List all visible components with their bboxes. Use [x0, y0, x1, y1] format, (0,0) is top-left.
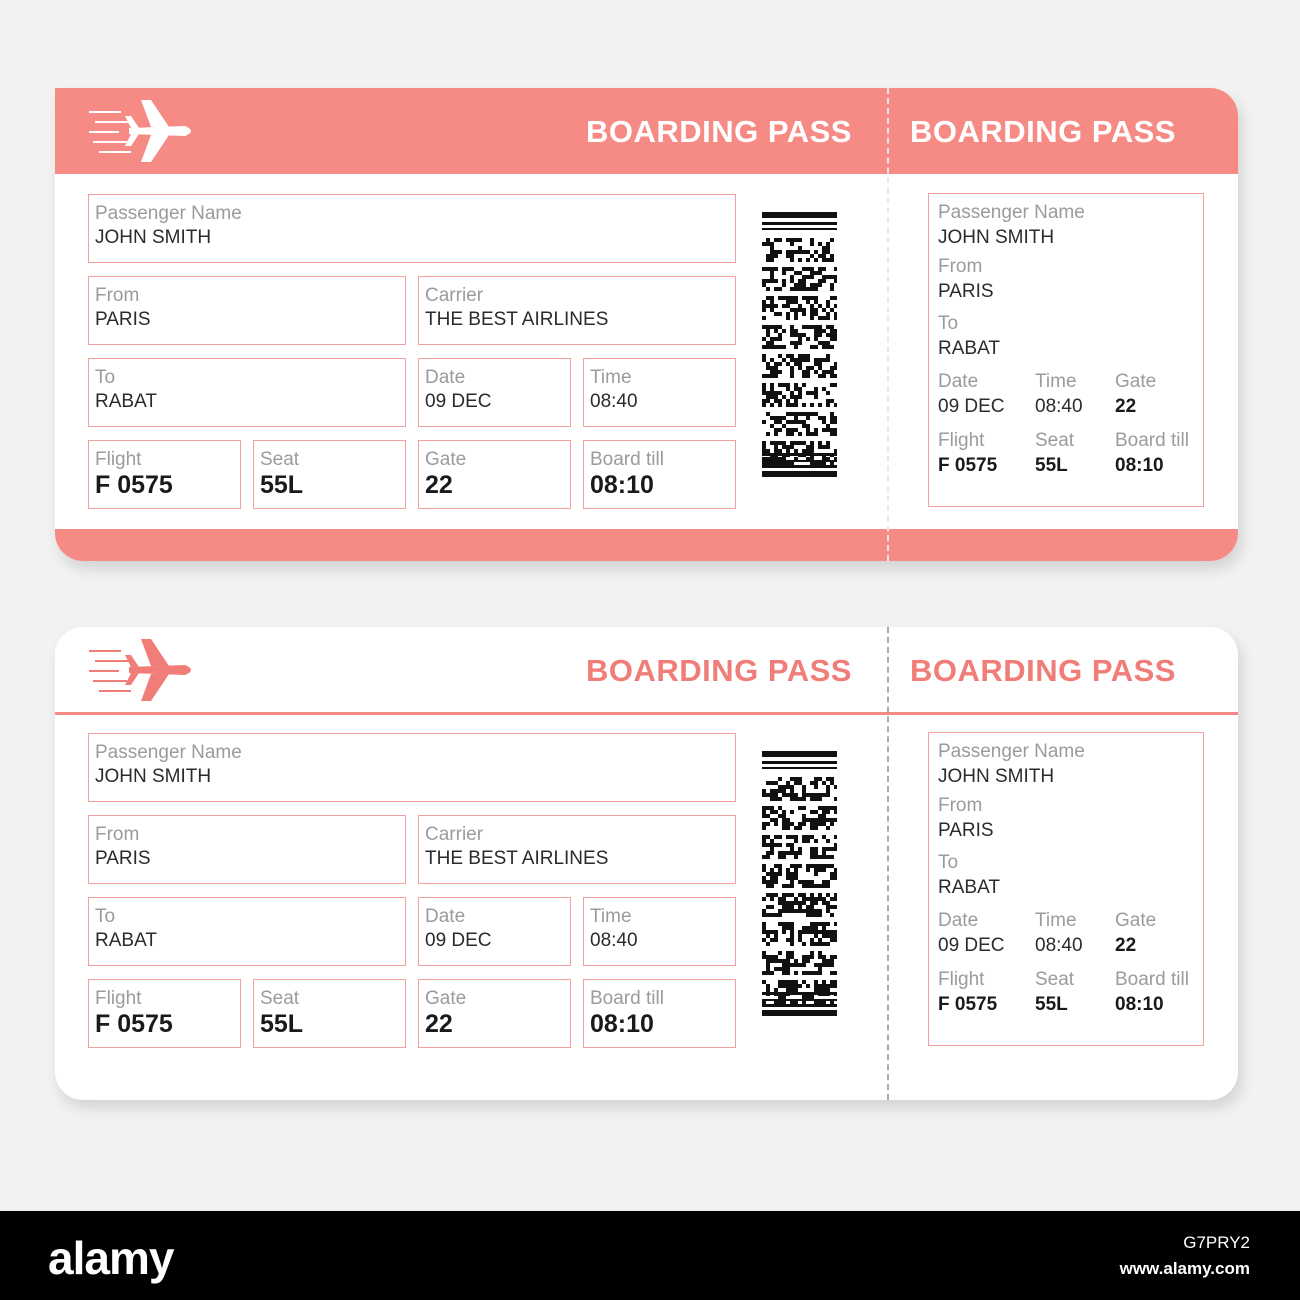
- stub-date: Date 09 DEC: [938, 371, 1005, 417]
- airplane-icon: [89, 98, 199, 164]
- stub-title: BOARDING PASS: [909, 114, 1176, 149]
- field-value: F 0575: [95, 1010, 173, 1038]
- field-value: PARIS: [95, 309, 151, 330]
- field-label: Carrier: [425, 285, 484, 306]
- field-label: Gate: [425, 988, 467, 1009]
- passenger-name-field: [88, 194, 736, 263]
- field-value: 08:40: [590, 930, 638, 951]
- stub-board-till: Board till 08:10: [1115, 430, 1189, 476]
- stub-gate: Gate 22: [1115, 371, 1157, 417]
- from-field: [88, 815, 406, 884]
- field-value: 22: [425, 471, 453, 499]
- alamy-logo: alamy: [48, 1232, 174, 1284]
- field-label: Seat: [260, 988, 300, 1009]
- field-value: 08:10: [590, 471, 654, 499]
- stub-details: [928, 193, 1204, 507]
- field-value: 08:10: [590, 1010, 654, 1038]
- field-label: Passenger Name: [95, 203, 242, 224]
- barcode-icon: [762, 212, 837, 477]
- tear-line: [887, 627, 889, 1100]
- field-value: 09 DEC: [425, 391, 492, 412]
- stub-flight: Flight F 0575: [938, 969, 998, 1015]
- time-field: [583, 358, 736, 427]
- board-till-field: [583, 979, 736, 1048]
- stub-seat: Seat 55L: [1035, 430, 1075, 476]
- ticket-title: BOARDING PASS: [585, 653, 852, 688]
- field-value: THE BEST AIRLINES: [425, 309, 609, 330]
- field-value: THE BEST AIRLINES: [425, 848, 609, 869]
- gate-field: [418, 979, 571, 1048]
- field-label: Passenger Name: [95, 742, 242, 763]
- stub-gate: Gate 22: [1115, 910, 1157, 956]
- image-code: G7PRY2: [1183, 1233, 1250, 1252]
- field-label: To: [95, 906, 116, 927]
- field-label: From: [95, 824, 140, 845]
- seat-field: [253, 979, 406, 1048]
- seat-field: [253, 440, 406, 509]
- field-label: Carrier: [425, 824, 484, 845]
- stub-title: BOARDING PASS: [909, 653, 1176, 688]
- boarding-pass-ticket-white-header: [55, 627, 1238, 1100]
- field-label: Date: [425, 367, 466, 388]
- field-label: Date: [425, 906, 466, 927]
- barcode-icon: [762, 751, 837, 1016]
- stub-time: Time 08:40: [1035, 371, 1083, 417]
- field-value: 09 DEC: [425, 930, 492, 951]
- field-value: RABAT: [95, 391, 157, 412]
- stub-to: To RABAT: [938, 313, 1000, 359]
- stub-passenger: Passenger Name JOHN SMITH: [938, 202, 1085, 248]
- field-label: Flight: [95, 988, 142, 1009]
- passenger-name-field: [88, 733, 736, 802]
- field-value: JOHN SMITH: [95, 227, 212, 248]
- gate-field: [418, 440, 571, 509]
- field-value: RABAT: [95, 930, 157, 951]
- field-value: F 0575: [95, 471, 173, 499]
- stub-from: From PARIS: [938, 256, 994, 302]
- field-value: 22: [425, 1010, 453, 1038]
- stock-footer-bar: [0, 1211, 1300, 1300]
- stub-date: Date 09 DEC: [938, 910, 1005, 956]
- carrier-field: [418, 815, 736, 884]
- field-value: JOHN SMITH: [95, 766, 212, 787]
- field-label: Flight: [95, 449, 142, 470]
- ticket-header-line: [55, 712, 1238, 715]
- boarding-pass-ticket-filled-header: [55, 88, 1238, 561]
- airplane-icon: [89, 637, 199, 703]
- field-label: Board till: [590, 988, 664, 1009]
- to-field: [88, 358, 406, 427]
- date-field: [418, 897, 571, 966]
- field-value: 55L: [260, 471, 304, 499]
- field-label: Time: [590, 906, 632, 927]
- field-label: Board till: [590, 449, 664, 470]
- field-label: To: [95, 367, 116, 388]
- field-label: From: [95, 285, 140, 306]
- field-label: Seat: [260, 449, 300, 470]
- field-label: Gate: [425, 449, 467, 470]
- stub-time: Time 08:40: [1035, 910, 1083, 956]
- time-field: [583, 897, 736, 966]
- to-field: [88, 897, 406, 966]
- date-field: [418, 358, 571, 427]
- ticket-footer-bar: [55, 529, 1238, 561]
- stub-details: [928, 732, 1204, 1046]
- ticket-title: BOARDING PASS: [585, 114, 852, 149]
- stub-passenger: Passenger Name JOHN SMITH: [938, 741, 1085, 787]
- stub-from: From PARIS: [938, 795, 994, 841]
- flight-field: [88, 979, 241, 1048]
- stub-flight: Flight F 0575: [938, 430, 998, 476]
- field-label: Time: [590, 367, 632, 388]
- from-field: [88, 276, 406, 345]
- field-value: PARIS: [95, 848, 151, 869]
- field-value: 55L: [260, 1010, 304, 1038]
- site-url: www.alamy.com: [1119, 1259, 1250, 1278]
- board-till-field: [583, 440, 736, 509]
- flight-field: [88, 440, 241, 509]
- carrier-field: [418, 276, 736, 345]
- stub-to: To RABAT: [938, 852, 1000, 898]
- stub-board-till: Board till 08:10: [1115, 969, 1189, 1015]
- stub-seat: Seat 55L: [1035, 969, 1075, 1015]
- field-value: 08:40: [590, 391, 638, 412]
- tear-line: [887, 88, 889, 561]
